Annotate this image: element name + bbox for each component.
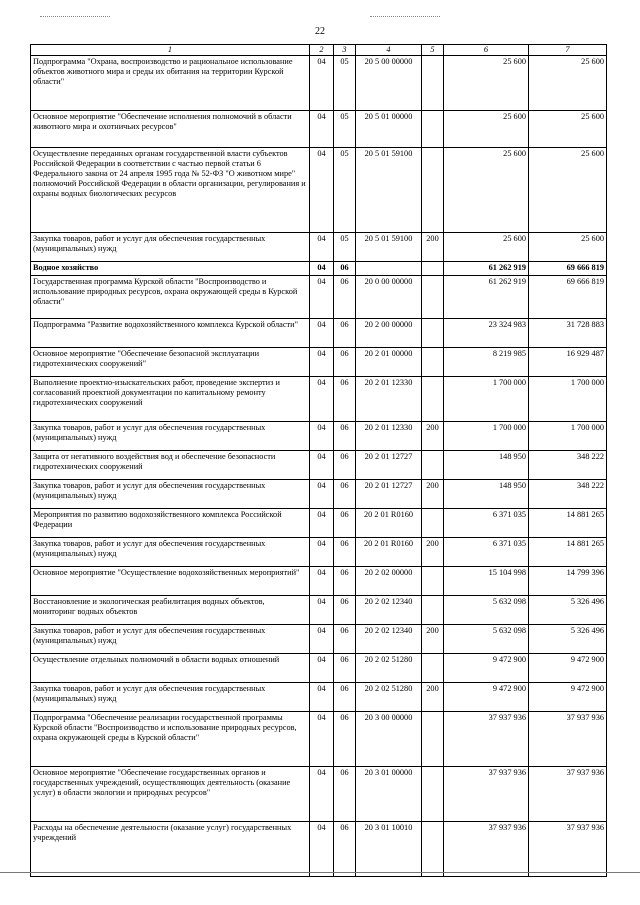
table-row: [31, 537, 607, 566]
row-amount-year2: 69 666 819: [529, 261, 607, 275]
row-target-article: 20 2 01 12330: [356, 376, 422, 421]
row-section: 04: [310, 821, 334, 876]
row-section: 04: [310, 232, 334, 261]
row-name: Подпрограмма "Обеспечение реализации государственной программы Курской области "Воспроизводство и использование природных ресурсов, охрана окружающей среды в Курской области": [31, 711, 310, 766]
row-subsection: 06: [334, 653, 356, 682]
page-number: 22: [315, 26, 325, 37]
row-subsection: 06: [334, 347, 356, 376]
table-row: [31, 450, 607, 479]
row-amount-year1: 1 700 000: [444, 421, 529, 450]
row-target-article: 20 2 01 00000: [356, 347, 422, 376]
row-section: 04: [310, 376, 334, 421]
row-target-article: [356, 261, 422, 275]
row-subsection: 06: [334, 624, 356, 653]
row-subsection: 05: [334, 147, 356, 232]
row-expense-type: [422, 147, 444, 232]
row-name: Основное мероприятие "Обеспечение безопасной эксплуатации гидротехнических сооружений": [31, 347, 310, 376]
row-expense-type: 200: [422, 537, 444, 566]
row-amount-year2: 14 881 265: [529, 508, 607, 537]
row-amount-year1: 37 937 936: [444, 766, 529, 821]
header-col-2: 2: [310, 45, 334, 56]
row-amount-year1: 148 950: [444, 450, 529, 479]
row-target-article: 20 2 01 12330: [356, 421, 422, 450]
row-amount-year1: 25 600: [444, 110, 529, 147]
row-subsection: 06: [334, 566, 356, 595]
table-row: [31, 566, 607, 595]
row-subsection: 05: [334, 55, 356, 110]
row-target-article: 20 2 02 12340: [356, 595, 422, 624]
table-row: [31, 766, 607, 821]
row-name: Осуществление отдельных полномочий в области водных отношений: [31, 653, 310, 682]
row-expense-type: 200: [422, 479, 444, 508]
row-name: Выполнение проектно-изыскательских работ, проведение экспертиз и согласований проектной документации по капитальному ремонту гидротехнических сооружений: [31, 376, 310, 421]
row-target-article: 20 3 01 10010: [356, 821, 422, 876]
header-col-5: 5: [422, 45, 444, 56]
row-expense-type: [422, 261, 444, 275]
row-amount-year2: 37 937 936: [529, 821, 607, 876]
row-subsection: 06: [334, 318, 356, 347]
row-name: Защита от негативного воздействия вод и обеспечение безопасности гидротехнических сооружений: [31, 450, 310, 479]
row-amount-year1: 5 632 098: [444, 595, 529, 624]
row-amount-year1: 25 600: [444, 55, 529, 110]
table-row: [31, 318, 607, 347]
row-section: 04: [310, 421, 334, 450]
header-row: [31, 45, 607, 56]
row-target-article: 20 2 00 00000: [356, 318, 422, 347]
row-subsection: 06: [334, 537, 356, 566]
row-amount-year2: 25 600: [529, 147, 607, 232]
row-section: 04: [310, 537, 334, 566]
row-name: Основное мероприятие "Обеспечение государственных органов и государственных учреждений, осуществляющих деятельность (оказание услуг) в области экологии и природных ресурсов": [31, 766, 310, 821]
row-section: 04: [310, 595, 334, 624]
row-subsection: 06: [334, 711, 356, 766]
row-amount-year1: 1 700 000: [444, 376, 529, 421]
table-body: [31, 55, 607, 876]
row-amount-year1: 148 950: [444, 479, 529, 508]
row-subsection: 06: [334, 421, 356, 450]
row-section: 04: [310, 682, 334, 711]
row-amount-year1: 25 600: [444, 232, 529, 261]
row-subsection: 06: [334, 682, 356, 711]
scan-dots-left: [40, 16, 110, 19]
row-expense-type: 200: [422, 682, 444, 711]
header-col-4: 4: [356, 45, 422, 56]
row-amount-year2: 1 700 000: [529, 376, 607, 421]
row-subsection: 05: [334, 110, 356, 147]
row-target-article: 20 2 02 51280: [356, 682, 422, 711]
table-row: [31, 508, 607, 537]
row-amount-year1: 61 262 919: [444, 261, 529, 275]
row-expense-type: [422, 110, 444, 147]
row-section: 04: [310, 624, 334, 653]
row-section: 04: [310, 275, 334, 318]
row-subsection: 06: [334, 821, 356, 876]
table-row: [31, 421, 607, 450]
row-section: 04: [310, 261, 334, 275]
row-expense-type: [422, 55, 444, 110]
row-expense-type: [422, 347, 444, 376]
row-expense-type: 200: [422, 421, 444, 450]
row-target-article: 20 2 01 12727: [356, 479, 422, 508]
row-expense-type: [422, 450, 444, 479]
row-name: Восстановление и экологическая реабилитация водных объектов, мониторинг водных объектов: [31, 595, 310, 624]
table-row: [31, 711, 607, 766]
row-target-article: 20 2 01 R0160: [356, 537, 422, 566]
row-section: 04: [310, 566, 334, 595]
row-target-article: 20 2 01 R0160: [356, 508, 422, 537]
header-col-7: 7: [529, 45, 607, 56]
row-amount-year1: 8 219 985: [444, 347, 529, 376]
row-name: Мероприятия по развитию водохозяйственного комплекса Российской Федерации: [31, 508, 310, 537]
row-subsection: 06: [334, 261, 356, 275]
row-name: Закупка товаров, работ и услуг для обеспечения государственных (муниципальных) нужд: [31, 479, 310, 508]
row-amount-year2: 37 937 936: [529, 711, 607, 766]
row-name: Подпрограмма "Развитие водохозяйственного комплекса Курской области": [31, 318, 310, 347]
row-expense-type: [422, 595, 444, 624]
row-name: Закупка товаров, работ и услуг для обеспечения государственных (муниципальных) нужд: [31, 537, 310, 566]
row-expense-type: [422, 318, 444, 347]
row-section: 04: [310, 450, 334, 479]
row-amount-year2: 9 472 900: [529, 682, 607, 711]
table-row: [31, 347, 607, 376]
row-amount-year1: 5 632 098: [444, 624, 529, 653]
table-row: [31, 55, 607, 110]
header-col-1: 1: [31, 45, 310, 56]
row-amount-year2: 69 666 819: [529, 275, 607, 318]
row-name: Основное мероприятие "Обеспечение исполнения полномочий в области животного мира и охотничьих ресурсов": [31, 110, 310, 147]
row-target-article: 20 3 01 00000: [356, 766, 422, 821]
row-subsection: 06: [334, 275, 356, 318]
row-section: 04: [310, 110, 334, 147]
row-section: 04: [310, 347, 334, 376]
row-amount-year2: 1 700 000: [529, 421, 607, 450]
row-name: Подпрограмма "Охрана, воспроизводство и рациональное использование объектов животного мира и среды их обитания на территории Курской области": [31, 55, 310, 110]
row-amount-year2: 37 937 936: [529, 766, 607, 821]
row-expense-type: 200: [422, 232, 444, 261]
table-row: [31, 682, 607, 711]
row-expense-type: [422, 711, 444, 766]
row-expense-type: [422, 508, 444, 537]
row-subsection: 06: [334, 479, 356, 508]
row-name: Осуществление переданных органам государственной власти субъектов Российской Федерации в соответствии с частью первой статьи 6 Федерального закона от 24 апреля 1995 года № 52-ФЗ "О животном мире" полномочий Российской Федерации в области организации, регулирования и охраны водных биологических ресурсов: [31, 147, 310, 232]
row-section: 04: [310, 479, 334, 508]
table-row: [31, 261, 607, 275]
row-target-article: 20 2 01 12727: [356, 450, 422, 479]
row-amount-year1: 25 600: [444, 147, 529, 232]
row-amount-year1: 9 472 900: [444, 682, 529, 711]
row-amount-year2: 5 326 496: [529, 624, 607, 653]
row-amount-year1: 61 262 919: [444, 275, 529, 318]
row-amount-year1: 23 324 983: [444, 318, 529, 347]
row-section: 04: [310, 711, 334, 766]
row-expense-type: [422, 821, 444, 876]
row-amount-year1: 6 371 035: [444, 537, 529, 566]
row-amount-year2: 5 326 496: [529, 595, 607, 624]
row-amount-year2: 25 600: [529, 110, 607, 147]
table-row: [31, 275, 607, 318]
row-expense-type: [422, 766, 444, 821]
row-subsection: 06: [334, 766, 356, 821]
row-section: 04: [310, 147, 334, 232]
row-amount-year2: 9 472 900: [529, 653, 607, 682]
row-amount-year2: 348 222: [529, 479, 607, 508]
table-row: [31, 479, 607, 508]
row-target-article: 20 5 01 59100: [356, 232, 422, 261]
table-row: [31, 624, 607, 653]
budget-table: [30, 44, 607, 877]
row-section: 04: [310, 653, 334, 682]
table-row: [31, 821, 607, 876]
row-section: 04: [310, 766, 334, 821]
row-target-article: 20 2 02 51280: [356, 653, 422, 682]
row-name: Государственная программа Курской области "Воспроизводство и использование природных ресурсов, охрана окружающей среды в Курской области": [31, 275, 310, 318]
row-expense-type: [422, 376, 444, 421]
row-name: Закупка товаров, работ и услуг для обеспечения государственных (муниципальных) нужд: [31, 421, 310, 450]
row-name: Закупка товаров, работ и услуг для обеспечения государственных (муниципальных) нужд: [31, 624, 310, 653]
table-row: [31, 595, 607, 624]
row-name: Водное хозяйство: [31, 261, 310, 275]
row-target-article: 20 3 00 00000: [356, 711, 422, 766]
row-subsection: 06: [334, 450, 356, 479]
row-target-article: 20 2 02 00000: [356, 566, 422, 595]
row-target-article: 20 5 01 59100: [356, 147, 422, 232]
row-target-article: 20 2 02 12340: [356, 624, 422, 653]
row-target-article: 20 5 00 00000: [356, 55, 422, 110]
table-row: [31, 232, 607, 261]
row-amount-year2: 14 799 396: [529, 566, 607, 595]
row-amount-year1: 6 371 035: [444, 508, 529, 537]
table-row: [31, 376, 607, 421]
row-amount-year1: 15 104 998: [444, 566, 529, 595]
header-col-3: 3: [334, 45, 356, 56]
row-section: 04: [310, 508, 334, 537]
row-amount-year2: 31 728 883: [529, 318, 607, 347]
row-amount-year2: 348 222: [529, 450, 607, 479]
row-subsection: 05: [334, 232, 356, 261]
row-section: 04: [310, 55, 334, 110]
row-subsection: 06: [334, 595, 356, 624]
header-col-6: 6: [444, 45, 529, 56]
row-name: Закупка товаров, работ и услуг для обеспечения государственных (муниципальных) нужд: [31, 232, 310, 261]
row-target-article: 20 5 01 00000: [356, 110, 422, 147]
table-row: [31, 147, 607, 232]
row-name: Расходы на обеспечение деятельности (оказание услуг) государственных учреждений: [31, 821, 310, 876]
row-amount-year2: 25 600: [529, 55, 607, 110]
table-row: [31, 653, 607, 682]
row-expense-type: 200: [422, 624, 444, 653]
row-subsection: 06: [334, 508, 356, 537]
row-amount-year2: 16 929 487: [529, 347, 607, 376]
row-amount-year1: 9 472 900: [444, 653, 529, 682]
table-row: [31, 110, 607, 147]
row-amount-year2: 25 600: [529, 232, 607, 261]
row-target-article: 20 0 00 00000: [356, 275, 422, 318]
row-section: 04: [310, 318, 334, 347]
row-amount-year1: 37 937 936: [444, 821, 529, 876]
row-name: Закупка товаров, работ и услуг для обеспечения государственных (муниципальных) нужд: [31, 682, 310, 711]
row-amount-year2: 14 881 265: [529, 537, 607, 566]
scan-dots-right: [370, 16, 440, 19]
row-amount-year1: 37 937 936: [444, 711, 529, 766]
row-subsection: 06: [334, 376, 356, 421]
row-name: Основное мероприятие "Осуществление водохозяйственных мероприятий": [31, 566, 310, 595]
row-expense-type: [422, 566, 444, 595]
bottom-rule: [0, 872, 640, 873]
row-expense-type: [422, 275, 444, 318]
row-expense-type: [422, 653, 444, 682]
